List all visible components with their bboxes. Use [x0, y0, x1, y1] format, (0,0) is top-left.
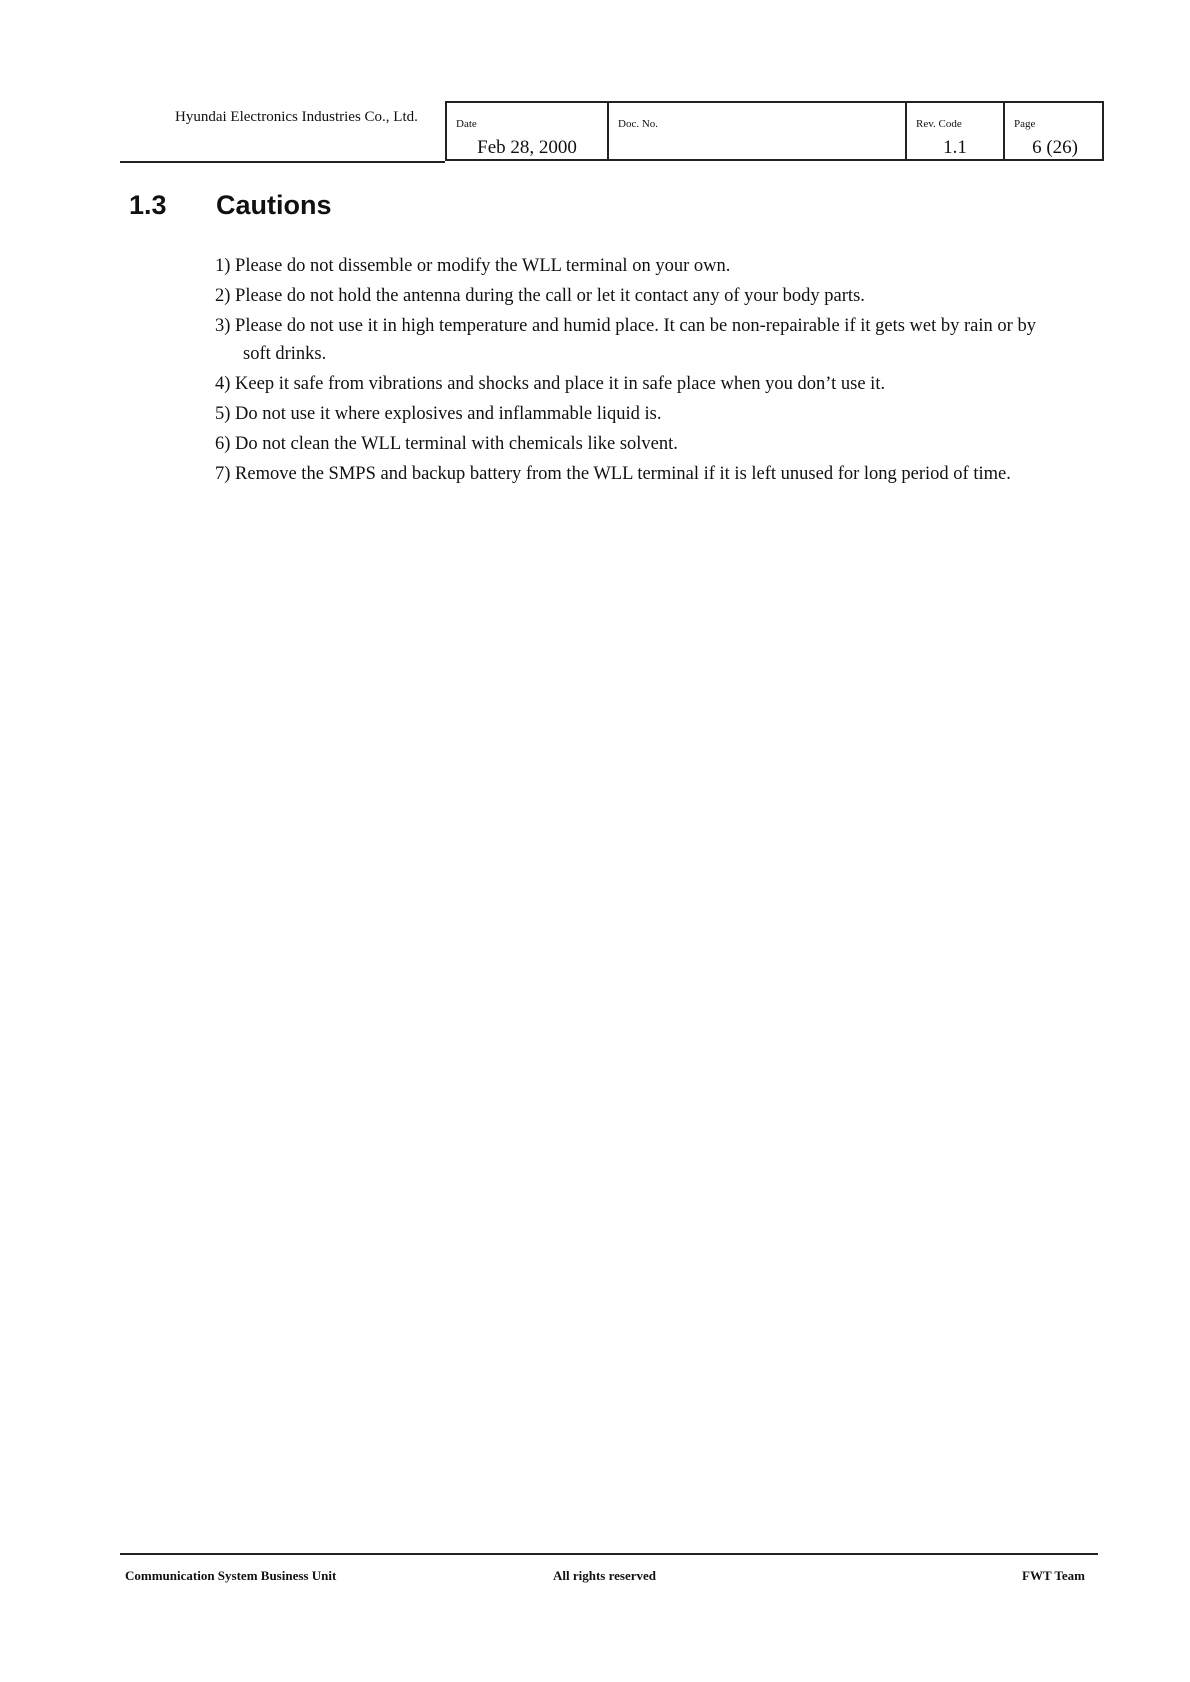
footer-divider [120, 1553, 1098, 1555]
caution-item: 4) Keep it safe from vibrations and shocks and place it in safe place when you don’t use it. [215, 374, 886, 394]
rev-code-cell [907, 101, 1005, 161]
page-cell [1005, 101, 1104, 161]
footer-business-unit: Communication System Business Unit [125, 1568, 337, 1583]
section-title: Cautions [216, 190, 332, 220]
rev-code-label: Rev. Code [916, 118, 962, 130]
caution-item: 5) Do not use it where explosives and inflammable liquid is. [215, 404, 662, 424]
cautions-list [215, 252, 1045, 490]
date-value: Feb 28, 2000 [477, 137, 577, 158]
footer-rights: All rights reserved [553, 1568, 657, 1583]
document-header [120, 101, 1104, 165]
doc-number-label: Doc. No. [618, 118, 659, 130]
date-cell [445, 101, 609, 161]
page-label: Page [1014, 118, 1036, 130]
caution-item: 6) Do not clean the WLL terminal with chemicals like solvent. [215, 434, 678, 454]
section-number: 1.3 [129, 190, 167, 220]
date-label: Date [456, 118, 477, 130]
page-value: 6 (26) [1032, 137, 1078, 158]
caution-item: 2) Please do not hold the antenna during the call or let it contact any of your body parts. [215, 286, 865, 306]
caution-item: 3) Please do not use it in high temperature and humid place. It can be non-repairable if it gets wet by rain or by soft drinks. [215, 316, 1036, 364]
caution-item: 7) Remove the SMPS and backup battery from the WLL terminal if it is left unused for long period of time. [215, 464, 1011, 484]
company-name: Hyundai Electronics Industries Co., Ltd. [175, 109, 418, 125]
rev-code-value: 1.1 [943, 137, 967, 158]
footer-team: FWT Team [1022, 1568, 1085, 1583]
doc-number-cell [609, 101, 907, 161]
company-cell [120, 101, 445, 163]
caution-item: 1) Please do not dissemble or modify the WLL terminal on your own. [215, 256, 731, 276]
